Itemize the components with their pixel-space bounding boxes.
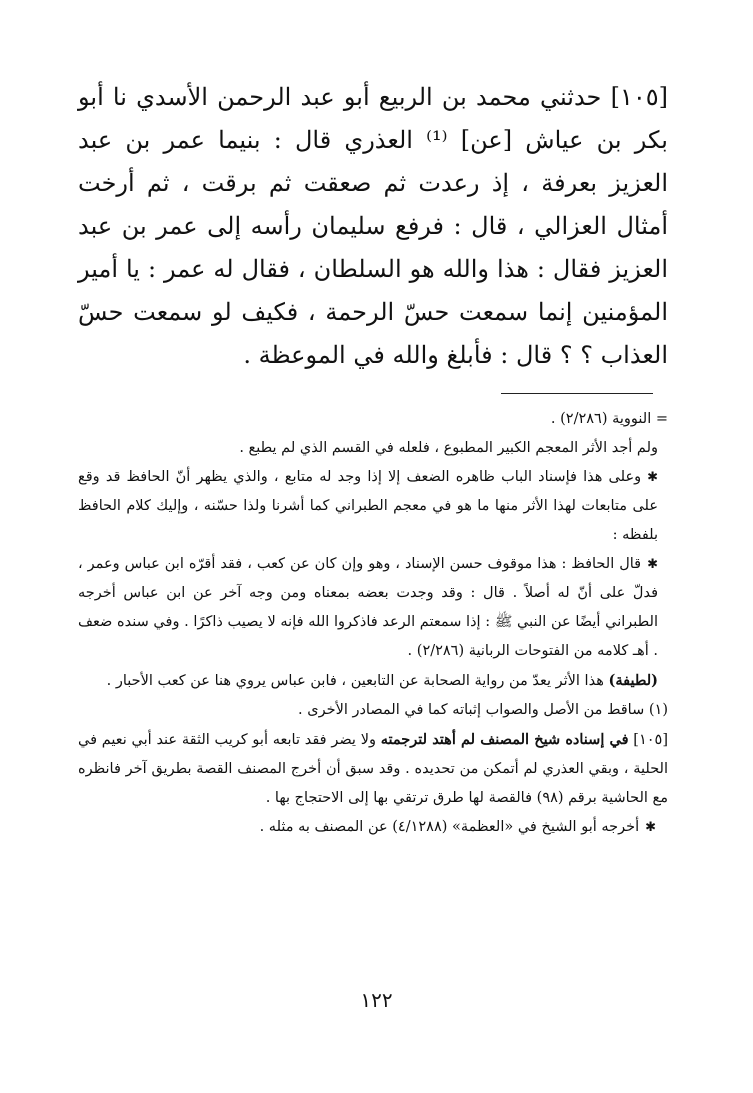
main-text: [١٠٥] حدثني محمد بن الربيع أبو عبد الرحمن الأسدي نا أبو بكر بن عياش [عن] ⁽¹⁾ العذري قال : بنيما عمر بن عبد العزيز بعرفة ، إذ رعدت ثم صعقت ثم برقت ، ثم أرخت أمثال العزالي ، قال : فرفع سليمان رأسه إلى عمر بن عبد العزيز فقال : هذا والله هو السلطان ، فقال له عمر : يا أمير المؤمنين إنما سمعت حسّ الرحمة ، فكيف لو سمعت حسّ العذاب ؟ ؟ قال : فأبلغ والله في الموعظة . [78,83,668,369]
note-paragraph-3 [78,463,668,550]
footnote-105 [78,725,668,813]
star-icon: ✱ [647,557,658,572]
note-line-2: ولم أجد الأثر المعجم الكبير المطبوع ، فلعله في القسم الذي لم يطبع . [239,440,658,456]
star-icon: ✱ [645,820,656,835]
star-icon: ✱ [647,470,658,485]
continuation-marker: = [655,411,668,427]
footnote-105-number: [١٠٥] [633,732,669,748]
footnote-105-source [78,813,668,842]
note-line-1: النووية (٢/٢٨٦) . [550,411,652,427]
footnote-105-source-text: أخرجه أبو الشيخ في «العظمة» (٤/١٢٨٨) عن المصنف به مثله . [259,819,640,835]
note-paragraph-5-text: هذا الأثر يعدّ من رواية الصحابة عن التابعين ، فابن عباس يروي هنا عن كعب الأحبار . [106,673,604,689]
footnote-105-bold: في إسناده شيخ المصنف لم أهتد لترجمته [380,731,629,748]
note-paragraph-5-heading: (لطيفة) [608,672,658,689]
footnote-divider [501,393,653,394]
note-paragraph-5 [78,666,668,696]
footnotes [78,405,668,842]
footnote-1: (١) ساقط من الأصل والصواب إثباته كما في المصادر الأخرى . [298,702,668,718]
note-paragraph-4 [78,550,668,666]
footnote-105-text: ولا يضر فقد تابعه أبو كريب الثقة عند أبي نعيم في الحلية ، وبقي العذري لم أتمكن من تحديده . وقد سبق أن أخرج المصنف القصة بطريق آخر فانظره مع الحاشية برقم (٩٨) فالقصة لها طرق ترتقي بها إلى الاحتجاج بها . [78,732,668,806]
note-paragraph-3-text: وعلى هذا فإسناد الباب ظاهره الضعف إلا إذا وجد له متابع ، والذي يظهر أنّ الحافظ قد وقع على متابعات لهذا الأثر منها ما هو في معجم الطبراني كما أشرنا ولذا حسّنه ، وإليك كلام الحافظ بلفظه : [78,469,658,543]
page-number: ١٢٢ [360,988,393,1012]
note-continuation [78,405,668,434]
note-paragraph-4-text: قال الحافظ : هذا موقوف حسن الإسناد ، وهو وإن كان عن كعب ، فقد أقرّه ابن عباس وعمر ، فدلّ على أنّ له أصلاً . قال : وقد وجدت بعضه بمعناه ومن وجه آخر عن ابن عباس أخرجه الطبراني أيضًا عن النبي ﷺ : إذا سمعتم الرعد فاذكروا الله فإنه لا يصيب ذاكرًا . وفي سنده ضعف . أهـ كلامه من الفتوحات الربانية (٢/٢٨٦) . [78,556,658,659]
